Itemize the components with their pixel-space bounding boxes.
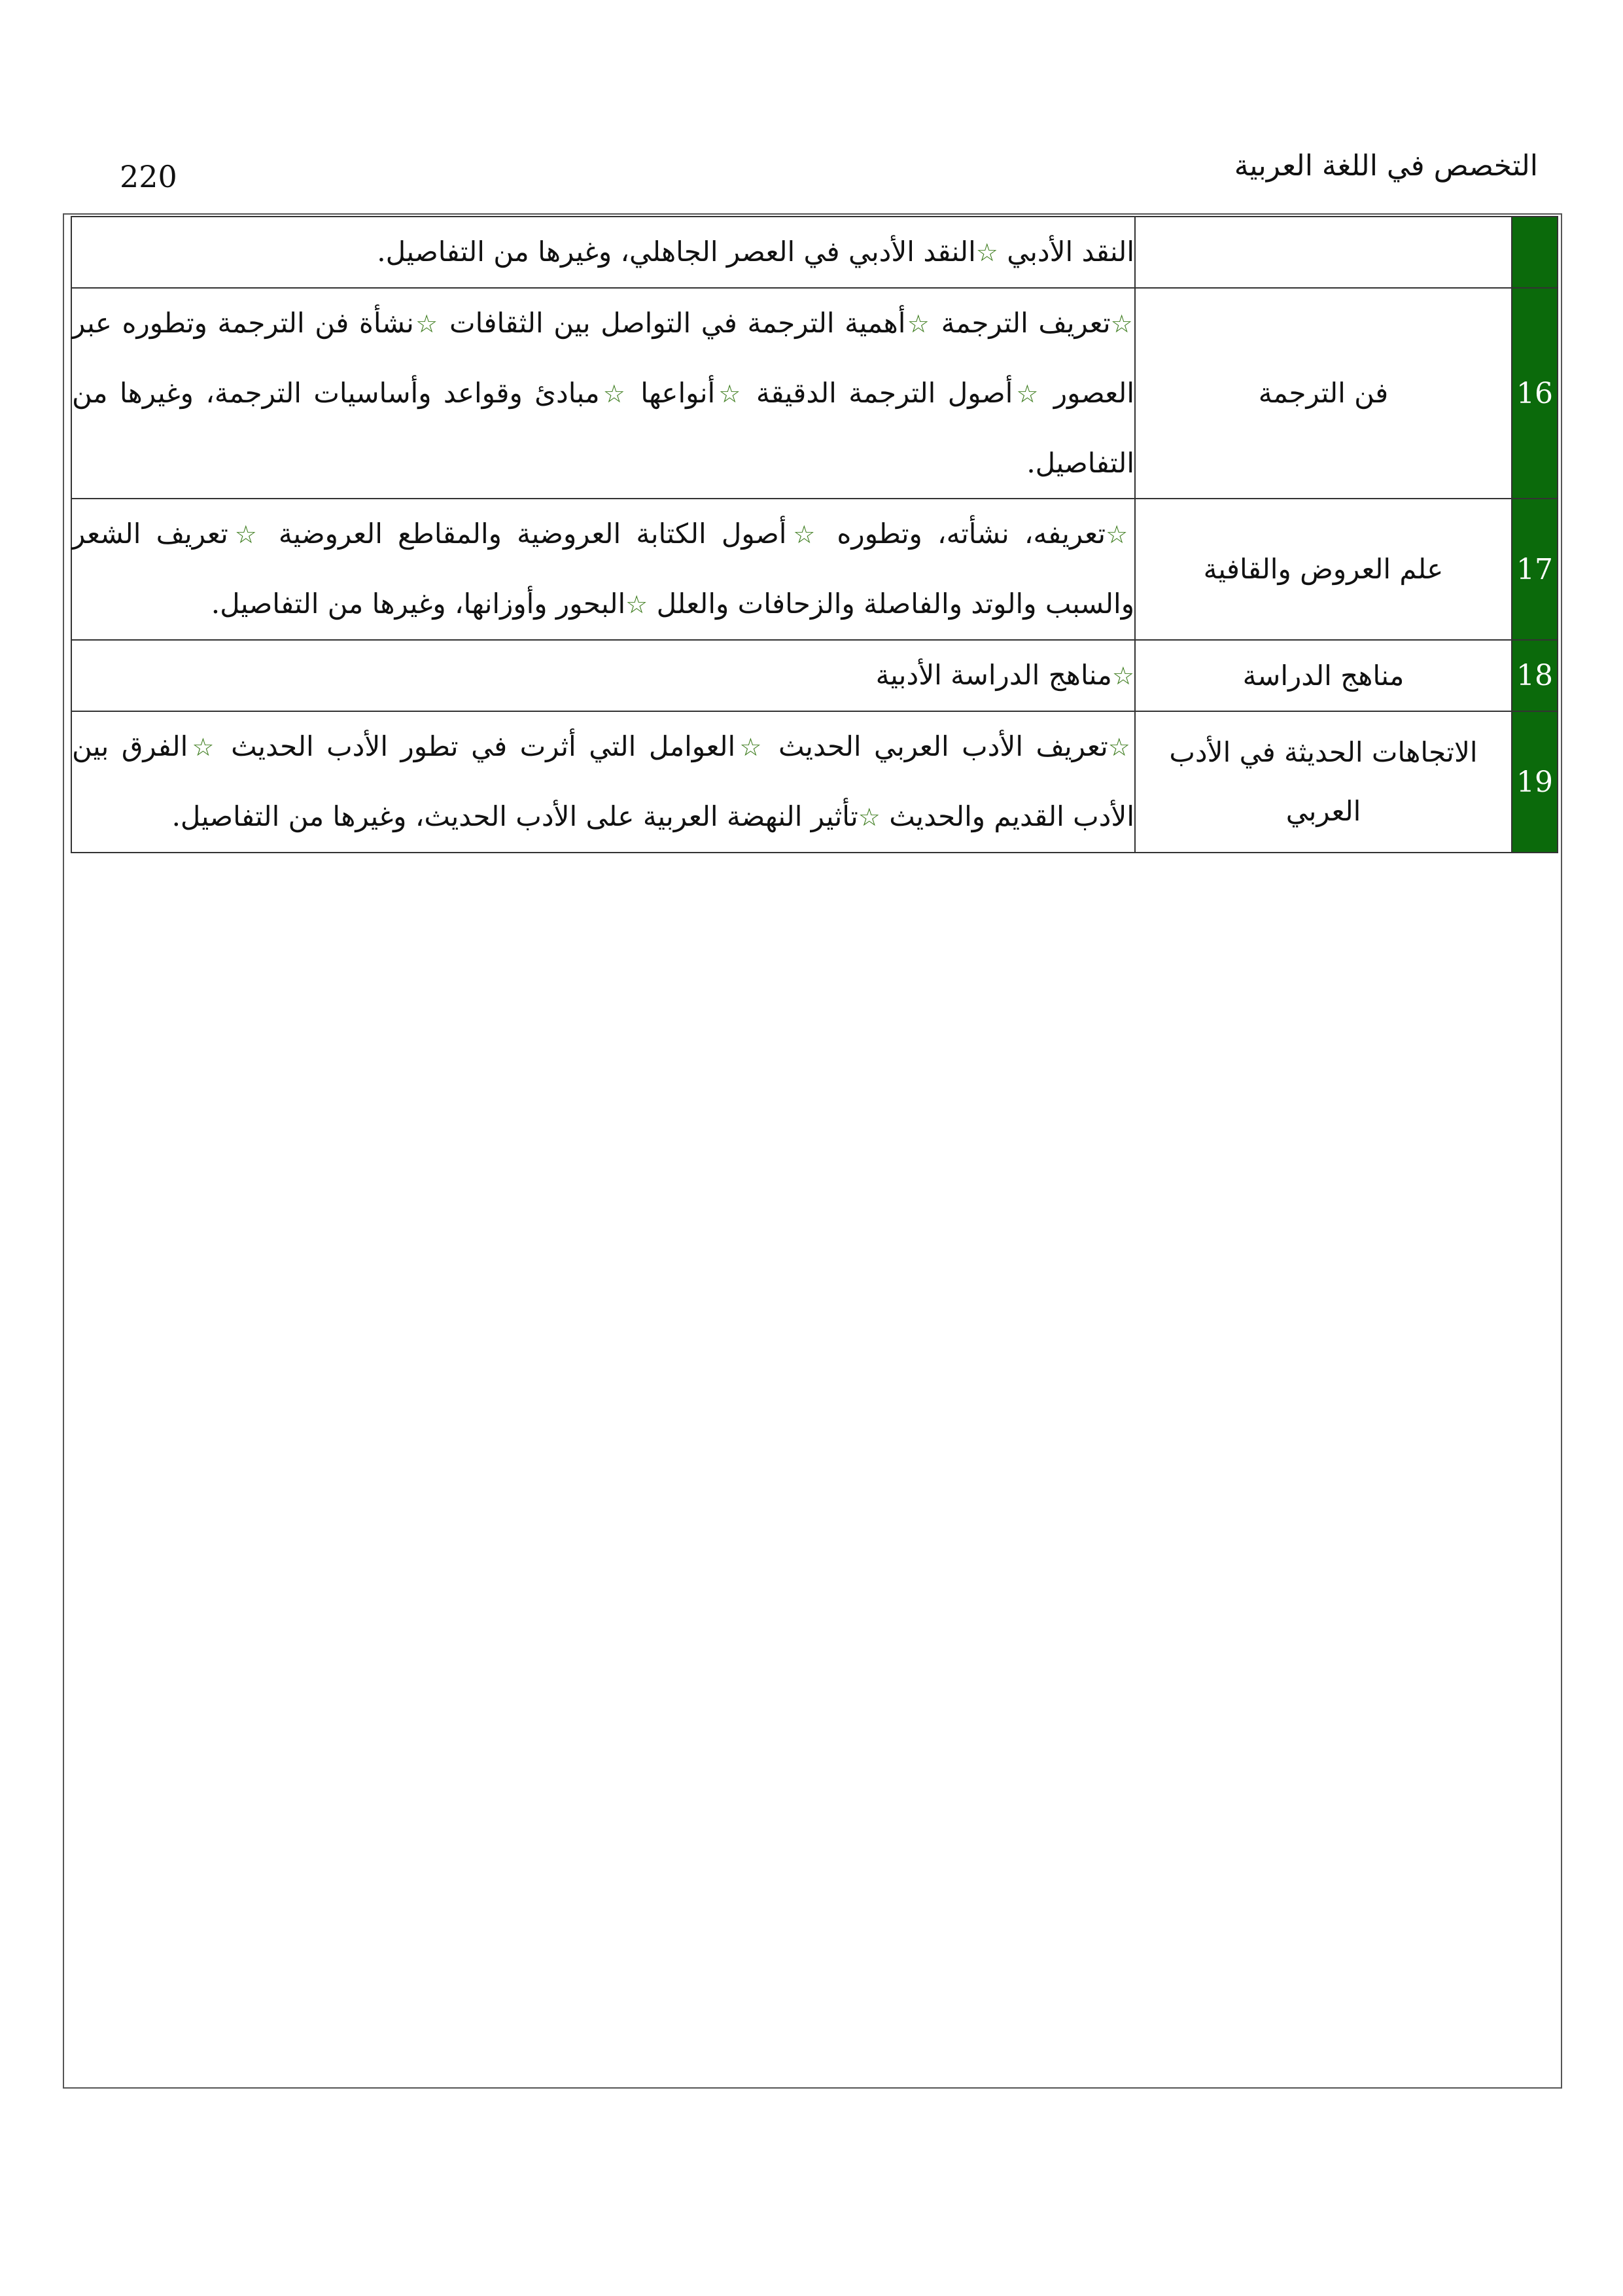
star-icon: ☆	[1106, 520, 1134, 549]
row-number-cell: 18	[1512, 640, 1558, 711]
table-row	[71, 711, 1558, 853]
topic-text: النقد الأدبي	[998, 236, 1134, 268]
star-icon: ☆	[228, 520, 264, 549]
page-header-title: التخصص في اللغة العربية	[1234, 149, 1538, 183]
star-icon: ☆	[786, 520, 822, 549]
topics-cell	[71, 288, 1135, 499]
subject-cell: مناهج الدراسة	[1135, 640, 1512, 711]
star-icon: ☆	[905, 309, 932, 338]
topics-cell	[71, 499, 1135, 640]
curriculum-table-body	[71, 217, 1558, 853]
curriculum-table	[71, 216, 1558, 853]
topic-text: أهمية الترجمة في التواصل بين الثقافات	[439, 307, 906, 339]
subject-cell: فن الترجمة	[1135, 288, 1512, 499]
topic-text: أنواعها	[628, 377, 716, 409]
table-row	[71, 640, 1558, 711]
topic-text: تعريف الشعر والسبب والوتد والفاصلة والزحافات والعلل	[72, 518, 1134, 620]
subject-cell: الاتجاهات الحديثة في الأدب العربي	[1135, 711, 1512, 853]
row-number-cell: 17	[1512, 499, 1558, 640]
star-icon: ☆	[1013, 380, 1042, 408]
topics-cell	[71, 640, 1135, 711]
topic-text: النقد الأدبي في العصر الجاهلي، وغيرها من التفاصيل.	[377, 236, 976, 268]
page-number: 220	[120, 159, 177, 194]
table-row	[71, 499, 1558, 640]
star-icon: ☆	[1108, 733, 1134, 762]
topic-text: العوامل التي أثرت في تطور الأدب الحديث	[218, 730, 736, 762]
topic-text: تأثير النهضة العربية على الأدب الحديث، وغيرها من التفاصيل.	[171, 800, 858, 832]
topic-text: أصول الكتابة العروضية والمقاطع العروضية	[263, 518, 787, 550]
star-icon: ☆	[735, 733, 766, 762]
star-icon: ☆	[1110, 309, 1134, 338]
topic-text: تعريف الترجمة	[931, 307, 1111, 339]
row-number-cell: 19	[1512, 711, 1558, 853]
topic-text: الفرق بين الأدب القديم والحديث	[72, 730, 1134, 832]
subject-cell: علم العروض والقافية	[1135, 499, 1512, 640]
star-icon: ☆	[715, 380, 744, 408]
topic-text: مناهج الدراسة الأدبية	[875, 659, 1112, 691]
table-row	[71, 288, 1558, 499]
star-icon: ☆	[599, 380, 629, 408]
table-row	[71, 217, 1558, 288]
topic-text: مبادئ وقواعد وأساسيات الترجمة، وغيرها من التفاصيل.	[72, 377, 1134, 479]
topics-cell	[71, 217, 1135, 288]
topics-cell	[71, 711, 1135, 853]
topic-text: البحور وأوزانها، وغيرها من التفاصيل.	[211, 588, 626, 620]
topic-text: تعريف الأدب العربي الحديث	[765, 730, 1108, 762]
topic-text: تعريفه، نشأته، وتطوره	[822, 518, 1106, 550]
star-icon: ☆	[188, 733, 218, 762]
topic-text: نشأة فن الترجمة وتطوره عبر العصور	[72, 307, 1135, 409]
topic-text: أصول الترجمة الدقيقة	[744, 377, 1013, 409]
row-number-cell	[1512, 217, 1558, 288]
star-icon: ☆	[625, 590, 648, 619]
subject-cell	[1135, 217, 1512, 288]
star-icon: ☆	[1111, 662, 1134, 690]
star-icon: ☆	[975, 238, 998, 267]
star-icon: ☆	[858, 803, 881, 832]
row-number-cell: 16	[1512, 288, 1558, 499]
star-icon: ☆	[413, 309, 440, 338]
